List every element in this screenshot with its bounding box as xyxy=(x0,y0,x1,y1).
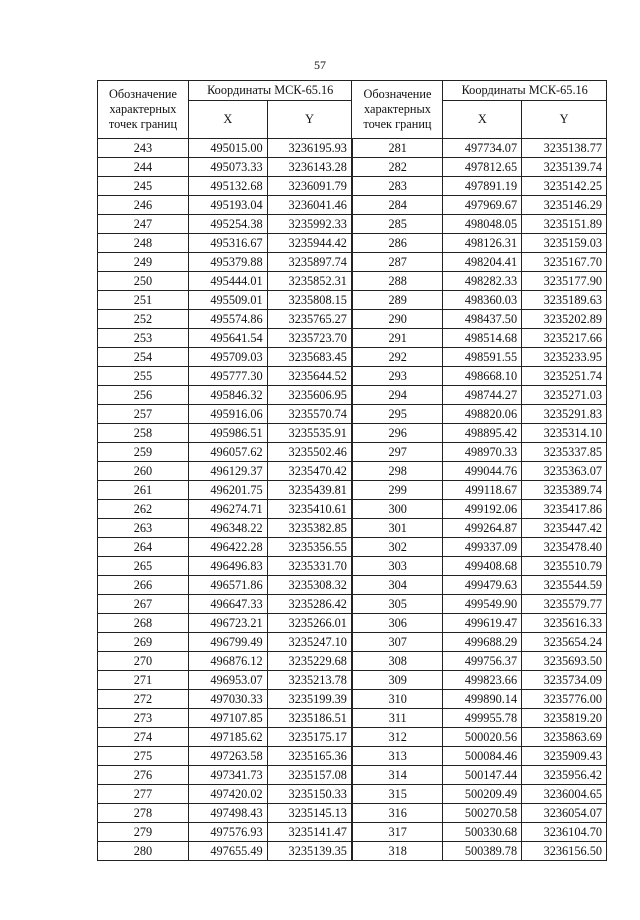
point-id-cell: 288 xyxy=(352,272,443,291)
y-coordinate-cell: 3235579.77 xyxy=(522,595,607,614)
point-id-cell: 279 xyxy=(98,823,189,842)
y-coordinate-cell: 3236054.07 xyxy=(522,804,607,823)
x-coordinate-cell: 499890.14 xyxy=(443,690,522,709)
x-coordinate-cell: 495916.06 xyxy=(188,405,267,424)
y-column-header-left: Y xyxy=(267,101,352,139)
y-coordinate-cell: 3236156.50 xyxy=(522,842,607,861)
x-coordinate-cell: 495846.32 xyxy=(188,386,267,405)
point-id-cell: 304 xyxy=(352,576,443,595)
x-coordinate-cell: 498591.55 xyxy=(443,348,522,367)
table-row xyxy=(98,462,607,481)
table-row xyxy=(98,329,607,348)
point-id-cell: 297 xyxy=(352,443,443,462)
point-id-cell: 269 xyxy=(98,633,189,652)
y-coordinate-cell: 3235138.77 xyxy=(522,139,607,158)
point-id-cell: 292 xyxy=(352,348,443,367)
y-coordinate-cell: 3235909.43 xyxy=(522,747,607,766)
y-coordinate-cell: 3235167.70 xyxy=(522,253,607,272)
point-id-cell: 259 xyxy=(98,443,189,462)
x-coordinate-cell: 500084.46 xyxy=(443,747,522,766)
x-coordinate-cell: 496723.21 xyxy=(188,614,267,633)
x-coordinate-cell: 496201.75 xyxy=(188,481,267,500)
x-coordinate-cell: 497576.93 xyxy=(188,823,267,842)
coordinates-table xyxy=(97,80,607,861)
x-coordinate-cell: 495444.01 xyxy=(188,272,267,291)
table-row xyxy=(98,519,607,538)
y-coordinate-cell: 3235852.31 xyxy=(267,272,352,291)
x-coordinate-cell: 499955.78 xyxy=(443,709,522,728)
point-id-cell: 261 xyxy=(98,481,189,500)
x-coordinate-cell: 496953.07 xyxy=(188,671,267,690)
x-coordinate-cell: 496799.49 xyxy=(188,633,267,652)
point-id-cell: 315 xyxy=(352,785,443,804)
y-coordinate-cell: 3235478.40 xyxy=(522,538,607,557)
table-row xyxy=(98,405,607,424)
point-id-cell: 302 xyxy=(352,538,443,557)
table-row xyxy=(98,310,607,329)
y-coordinate-cell: 3235819.20 xyxy=(522,709,607,728)
y-coordinate-cell: 3235897.74 xyxy=(267,253,352,272)
y-coordinate-cell: 3236091.79 xyxy=(267,177,352,196)
point-id-cell: 270 xyxy=(98,652,189,671)
y-coordinate-cell: 3235808.15 xyxy=(267,291,352,310)
point-id-cell: 298 xyxy=(352,462,443,481)
point-id-cell: 294 xyxy=(352,386,443,405)
y-coordinate-cell: 3235734.09 xyxy=(522,671,607,690)
x-coordinate-cell: 497030.33 xyxy=(188,690,267,709)
x-coordinate-cell: 496571.86 xyxy=(188,576,267,595)
table-row xyxy=(98,291,607,310)
point-id-cell: 290 xyxy=(352,310,443,329)
x-coordinate-cell: 495132.68 xyxy=(188,177,267,196)
point-id-cell: 260 xyxy=(98,462,189,481)
y-coordinate-cell: 3235470.42 xyxy=(267,462,352,481)
point-id-cell: 286 xyxy=(352,234,443,253)
point-id-cell: 266 xyxy=(98,576,189,595)
table-body xyxy=(98,139,607,861)
x-column-header-left: X xyxy=(188,101,267,139)
y-coordinate-cell: 3235389.74 xyxy=(522,481,607,500)
point-id-cell: 258 xyxy=(98,424,189,443)
y-coordinate-cell: 3235233.95 xyxy=(522,348,607,367)
point-id-cell: 274 xyxy=(98,728,189,747)
point-id-cell: 275 xyxy=(98,747,189,766)
table-row xyxy=(98,443,607,462)
y-coordinate-cell: 3235142.25 xyxy=(522,177,607,196)
coordinates-group-header-left: Координаты МСК-65.16 xyxy=(188,81,352,101)
x-coordinate-cell: 499479.63 xyxy=(443,576,522,595)
x-coordinate-cell: 497734.07 xyxy=(443,139,522,158)
y-coordinate-cell: 3235447.42 xyxy=(522,519,607,538)
y-column-header-right: Y xyxy=(522,101,607,139)
table-row xyxy=(98,728,607,747)
point-id-cell: 311 xyxy=(352,709,443,728)
table-row xyxy=(98,367,607,386)
y-coordinate-cell: 3235439.81 xyxy=(267,481,352,500)
y-coordinate-cell: 3236041.46 xyxy=(267,196,352,215)
x-coordinate-cell: 495193.04 xyxy=(188,196,267,215)
y-coordinate-cell: 3235331.70 xyxy=(267,557,352,576)
point-id-cell: 263 xyxy=(98,519,189,538)
x-coordinate-cell: 499264.87 xyxy=(443,519,522,538)
x-coordinate-cell: 495641.54 xyxy=(188,329,267,348)
x-coordinate-cell: 500330.68 xyxy=(443,823,522,842)
table-row xyxy=(98,538,607,557)
x-coordinate-cell: 496274.71 xyxy=(188,500,267,519)
table-row xyxy=(98,804,607,823)
y-coordinate-cell: 3235683.45 xyxy=(267,348,352,367)
point-id-cell: 252 xyxy=(98,310,189,329)
table-row xyxy=(98,823,607,842)
table-row xyxy=(98,481,607,500)
point-id-cell: 310 xyxy=(352,690,443,709)
y-coordinate-cell: 3235863.69 xyxy=(522,728,607,747)
table-row xyxy=(98,747,607,766)
x-coordinate-cell: 499756.37 xyxy=(443,652,522,671)
table-row xyxy=(98,424,607,443)
table-row xyxy=(98,234,607,253)
x-coordinate-cell: 498126.31 xyxy=(443,234,522,253)
x-coordinate-cell: 496422.28 xyxy=(188,538,267,557)
x-coordinate-cell: 497420.02 xyxy=(188,785,267,804)
y-coordinate-cell: 3235992.33 xyxy=(267,215,352,234)
x-coordinate-cell: 497263.58 xyxy=(188,747,267,766)
x-coordinate-cell: 498048.05 xyxy=(443,215,522,234)
x-coordinate-cell: 496647.33 xyxy=(188,595,267,614)
y-coordinate-cell: 3235217.66 xyxy=(522,329,607,348)
y-coordinate-cell: 3235776.00 xyxy=(522,690,607,709)
table-row xyxy=(98,842,607,861)
y-coordinate-cell: 3235271.03 xyxy=(522,386,607,405)
point-id-cell: 314 xyxy=(352,766,443,785)
x-coordinate-cell: 495015.00 xyxy=(188,139,267,158)
point-id-cell: 245 xyxy=(98,177,189,196)
point-id-cell: 312 xyxy=(352,728,443,747)
point-id-cell: 250 xyxy=(98,272,189,291)
y-coordinate-cell: 3235337.85 xyxy=(522,443,607,462)
point-id-cell: 287 xyxy=(352,253,443,272)
point-column-header-left: Обозначение характерных точек границ xyxy=(98,81,189,139)
point-id-cell: 277 xyxy=(98,785,189,804)
x-coordinate-cell: 498895.42 xyxy=(443,424,522,443)
table-row xyxy=(98,614,607,633)
table-row xyxy=(98,595,607,614)
x-coordinate-cell: 499823.66 xyxy=(443,671,522,690)
y-coordinate-cell: 3235199.39 xyxy=(267,690,352,709)
y-coordinate-cell: 3235150.33 xyxy=(267,785,352,804)
y-coordinate-cell: 3235356.55 xyxy=(267,538,352,557)
point-id-cell: 303 xyxy=(352,557,443,576)
table-row xyxy=(98,785,607,804)
y-coordinate-cell: 3236195.93 xyxy=(267,139,352,158)
x-coordinate-cell: 498282.33 xyxy=(443,272,522,291)
x-coordinate-cell: 495709.03 xyxy=(188,348,267,367)
y-coordinate-cell: 3235247.10 xyxy=(267,633,352,652)
x-coordinate-cell: 497655.49 xyxy=(188,842,267,861)
point-id-cell: 268 xyxy=(98,614,189,633)
table-row xyxy=(98,709,607,728)
y-coordinate-cell: 3236143.28 xyxy=(267,158,352,177)
x-coordinate-cell: 498820.06 xyxy=(443,405,522,424)
y-coordinate-cell: 3235146.29 xyxy=(522,196,607,215)
table-row xyxy=(98,766,607,785)
point-id-cell: 318 xyxy=(352,842,443,861)
x-coordinate-cell: 500389.78 xyxy=(443,842,522,861)
y-coordinate-cell: 3235535.91 xyxy=(267,424,352,443)
y-coordinate-cell: 3235944.42 xyxy=(267,234,352,253)
x-coordinate-cell: 497812.65 xyxy=(443,158,522,177)
point-id-cell: 305 xyxy=(352,595,443,614)
point-id-cell: 276 xyxy=(98,766,189,785)
y-coordinate-cell: 3235286.42 xyxy=(267,595,352,614)
x-coordinate-cell: 496057.62 xyxy=(188,443,267,462)
x-coordinate-cell: 495509.01 xyxy=(188,291,267,310)
x-coordinate-cell: 499619.47 xyxy=(443,614,522,633)
x-coordinate-cell: 499688.29 xyxy=(443,633,522,652)
x-coordinate-cell: 497107.85 xyxy=(188,709,267,728)
y-coordinate-cell: 3235570.74 xyxy=(267,405,352,424)
x-coordinate-cell: 499118.67 xyxy=(443,481,522,500)
point-id-cell: 257 xyxy=(98,405,189,424)
y-coordinate-cell: 3235382.85 xyxy=(267,519,352,538)
table-row xyxy=(98,633,607,652)
x-coordinate-cell: 495574.86 xyxy=(188,310,267,329)
y-coordinate-cell: 3235141.47 xyxy=(267,823,352,842)
y-coordinate-cell: 3235606.95 xyxy=(267,386,352,405)
x-coordinate-cell: 497969.67 xyxy=(443,196,522,215)
y-coordinate-cell: 3236104.70 xyxy=(522,823,607,842)
table-row xyxy=(98,557,607,576)
y-coordinate-cell: 3235654.24 xyxy=(522,633,607,652)
y-coordinate-cell: 3235229.68 xyxy=(267,652,352,671)
y-coordinate-cell: 3235693.50 xyxy=(522,652,607,671)
coordinates-group-header-right: Координаты МСК-65.16 xyxy=(443,81,607,101)
y-coordinate-cell: 3235151.89 xyxy=(522,215,607,234)
point-id-cell: 296 xyxy=(352,424,443,443)
y-coordinate-cell: 3235510.79 xyxy=(522,557,607,576)
x-coordinate-cell: 499044.76 xyxy=(443,462,522,481)
y-coordinate-cell: 3235363.07 xyxy=(522,462,607,481)
point-column-header-right: Обозначение характерных точек границ xyxy=(352,81,443,139)
point-id-cell: 278 xyxy=(98,804,189,823)
point-id-cell: 264 xyxy=(98,538,189,557)
y-coordinate-cell: 3235956.42 xyxy=(522,766,607,785)
x-coordinate-cell: 495316.67 xyxy=(188,234,267,253)
x-coordinate-cell: 498514.68 xyxy=(443,329,522,348)
point-id-cell: 249 xyxy=(98,253,189,272)
x-coordinate-cell: 498437.50 xyxy=(443,310,522,329)
table-row xyxy=(98,652,607,671)
point-id-cell: 309 xyxy=(352,671,443,690)
y-coordinate-cell: 3236004.65 xyxy=(522,785,607,804)
x-coordinate-cell: 497341.73 xyxy=(188,766,267,785)
x-column-header-right: X xyxy=(443,101,522,139)
page-number: 57 xyxy=(314,58,326,72)
table-row xyxy=(98,253,607,272)
point-id-cell: 300 xyxy=(352,500,443,519)
table-row xyxy=(98,272,607,291)
point-id-cell: 316 xyxy=(352,804,443,823)
y-coordinate-cell: 3235145.13 xyxy=(267,804,352,823)
point-id-cell: 256 xyxy=(98,386,189,405)
x-coordinate-cell: 497498.43 xyxy=(188,804,267,823)
x-coordinate-cell: 497185.62 xyxy=(188,728,267,747)
x-coordinate-cell: 495254.38 xyxy=(188,215,267,234)
point-id-cell: 248 xyxy=(98,234,189,253)
point-id-cell: 289 xyxy=(352,291,443,310)
point-id-cell: 317 xyxy=(352,823,443,842)
y-coordinate-cell: 3235616.33 xyxy=(522,614,607,633)
x-coordinate-cell: 496496.83 xyxy=(188,557,267,576)
table-row xyxy=(98,177,607,196)
x-coordinate-cell: 498360.03 xyxy=(443,291,522,310)
x-coordinate-cell: 496876.12 xyxy=(188,652,267,671)
point-id-cell: 281 xyxy=(352,139,443,158)
table-row xyxy=(98,690,607,709)
table-row xyxy=(98,215,607,234)
x-coordinate-cell: 499192.06 xyxy=(443,500,522,519)
point-id-cell: 265 xyxy=(98,557,189,576)
x-coordinate-cell: 496129.37 xyxy=(188,462,267,481)
y-coordinate-cell: 3235314.10 xyxy=(522,424,607,443)
table-row xyxy=(98,139,607,158)
x-coordinate-cell: 498970.33 xyxy=(443,443,522,462)
table-row xyxy=(98,348,607,367)
x-coordinate-cell: 498744.27 xyxy=(443,386,522,405)
point-id-cell: 313 xyxy=(352,747,443,766)
point-id-cell: 246 xyxy=(98,196,189,215)
table-row xyxy=(98,500,607,519)
x-coordinate-cell: 499549.90 xyxy=(443,595,522,614)
x-coordinate-cell: 499408.68 xyxy=(443,557,522,576)
x-coordinate-cell: 500147.44 xyxy=(443,766,522,785)
point-id-cell: 253 xyxy=(98,329,189,348)
point-id-cell: 284 xyxy=(352,196,443,215)
y-coordinate-cell: 3235266.01 xyxy=(267,614,352,633)
y-coordinate-cell: 3235157.08 xyxy=(267,766,352,785)
x-coordinate-cell: 498668.10 xyxy=(443,367,522,386)
point-id-cell: 299 xyxy=(352,481,443,500)
y-coordinate-cell: 3235251.74 xyxy=(522,367,607,386)
table-row xyxy=(98,576,607,595)
x-coordinate-cell: 499337.09 xyxy=(443,538,522,557)
table-row xyxy=(98,158,607,177)
y-coordinate-cell: 3235175.17 xyxy=(267,728,352,747)
point-id-cell: 262 xyxy=(98,500,189,519)
point-id-cell: 244 xyxy=(98,158,189,177)
x-coordinate-cell: 500209.49 xyxy=(443,785,522,804)
point-id-cell: 272 xyxy=(98,690,189,709)
point-id-cell: 254 xyxy=(98,348,189,367)
point-id-cell: 282 xyxy=(352,158,443,177)
table-row xyxy=(98,196,607,215)
y-coordinate-cell: 3235189.63 xyxy=(522,291,607,310)
y-coordinate-cell: 3235202.89 xyxy=(522,310,607,329)
x-coordinate-cell: 495073.33 xyxy=(188,158,267,177)
point-id-cell: 267 xyxy=(98,595,189,614)
y-coordinate-cell: 3235186.51 xyxy=(267,709,352,728)
point-id-cell: 293 xyxy=(352,367,443,386)
point-id-cell: 243 xyxy=(98,139,189,158)
point-id-cell: 273 xyxy=(98,709,189,728)
point-id-cell: 285 xyxy=(352,215,443,234)
x-coordinate-cell: 495986.51 xyxy=(188,424,267,443)
point-id-cell: 306 xyxy=(352,614,443,633)
y-coordinate-cell: 3235159.03 xyxy=(522,234,607,253)
y-coordinate-cell: 3235723.70 xyxy=(267,329,352,348)
x-coordinate-cell: 495379.88 xyxy=(188,253,267,272)
point-id-cell: 301 xyxy=(352,519,443,538)
y-coordinate-cell: 3235213.78 xyxy=(267,671,352,690)
x-coordinate-cell: 498204.41 xyxy=(443,253,522,272)
x-coordinate-cell: 495777.30 xyxy=(188,367,267,386)
x-coordinate-cell: 500270.58 xyxy=(443,804,522,823)
table-header xyxy=(98,81,607,139)
x-coordinate-cell: 497891.19 xyxy=(443,177,522,196)
y-coordinate-cell: 3235308.32 xyxy=(267,576,352,595)
y-coordinate-cell: 3235644.52 xyxy=(267,367,352,386)
y-coordinate-cell: 3235177.90 xyxy=(522,272,607,291)
point-id-cell: 308 xyxy=(352,652,443,671)
y-coordinate-cell: 3235139.35 xyxy=(267,842,352,861)
y-coordinate-cell: 3235544.59 xyxy=(522,576,607,595)
point-id-cell: 251 xyxy=(98,291,189,310)
y-coordinate-cell: 3235502.46 xyxy=(267,443,352,462)
y-coordinate-cell: 3235410.61 xyxy=(267,500,352,519)
point-id-cell: 271 xyxy=(98,671,189,690)
point-id-cell: 247 xyxy=(98,215,189,234)
point-id-cell: 307 xyxy=(352,633,443,652)
point-id-cell: 291 xyxy=(352,329,443,348)
x-coordinate-cell: 500020.56 xyxy=(443,728,522,747)
y-coordinate-cell: 3235765.27 xyxy=(267,310,352,329)
point-id-cell: 255 xyxy=(98,367,189,386)
y-coordinate-cell: 3235165.36 xyxy=(267,747,352,766)
y-coordinate-cell: 3235417.86 xyxy=(522,500,607,519)
table-row xyxy=(98,671,607,690)
y-coordinate-cell: 3235291.83 xyxy=(522,405,607,424)
point-id-cell: 283 xyxy=(352,177,443,196)
y-coordinate-cell: 3235139.74 xyxy=(522,158,607,177)
table-row xyxy=(98,386,607,405)
x-coordinate-cell: 496348.22 xyxy=(188,519,267,538)
point-id-cell: 295 xyxy=(352,405,443,424)
point-id-cell: 280 xyxy=(98,842,189,861)
